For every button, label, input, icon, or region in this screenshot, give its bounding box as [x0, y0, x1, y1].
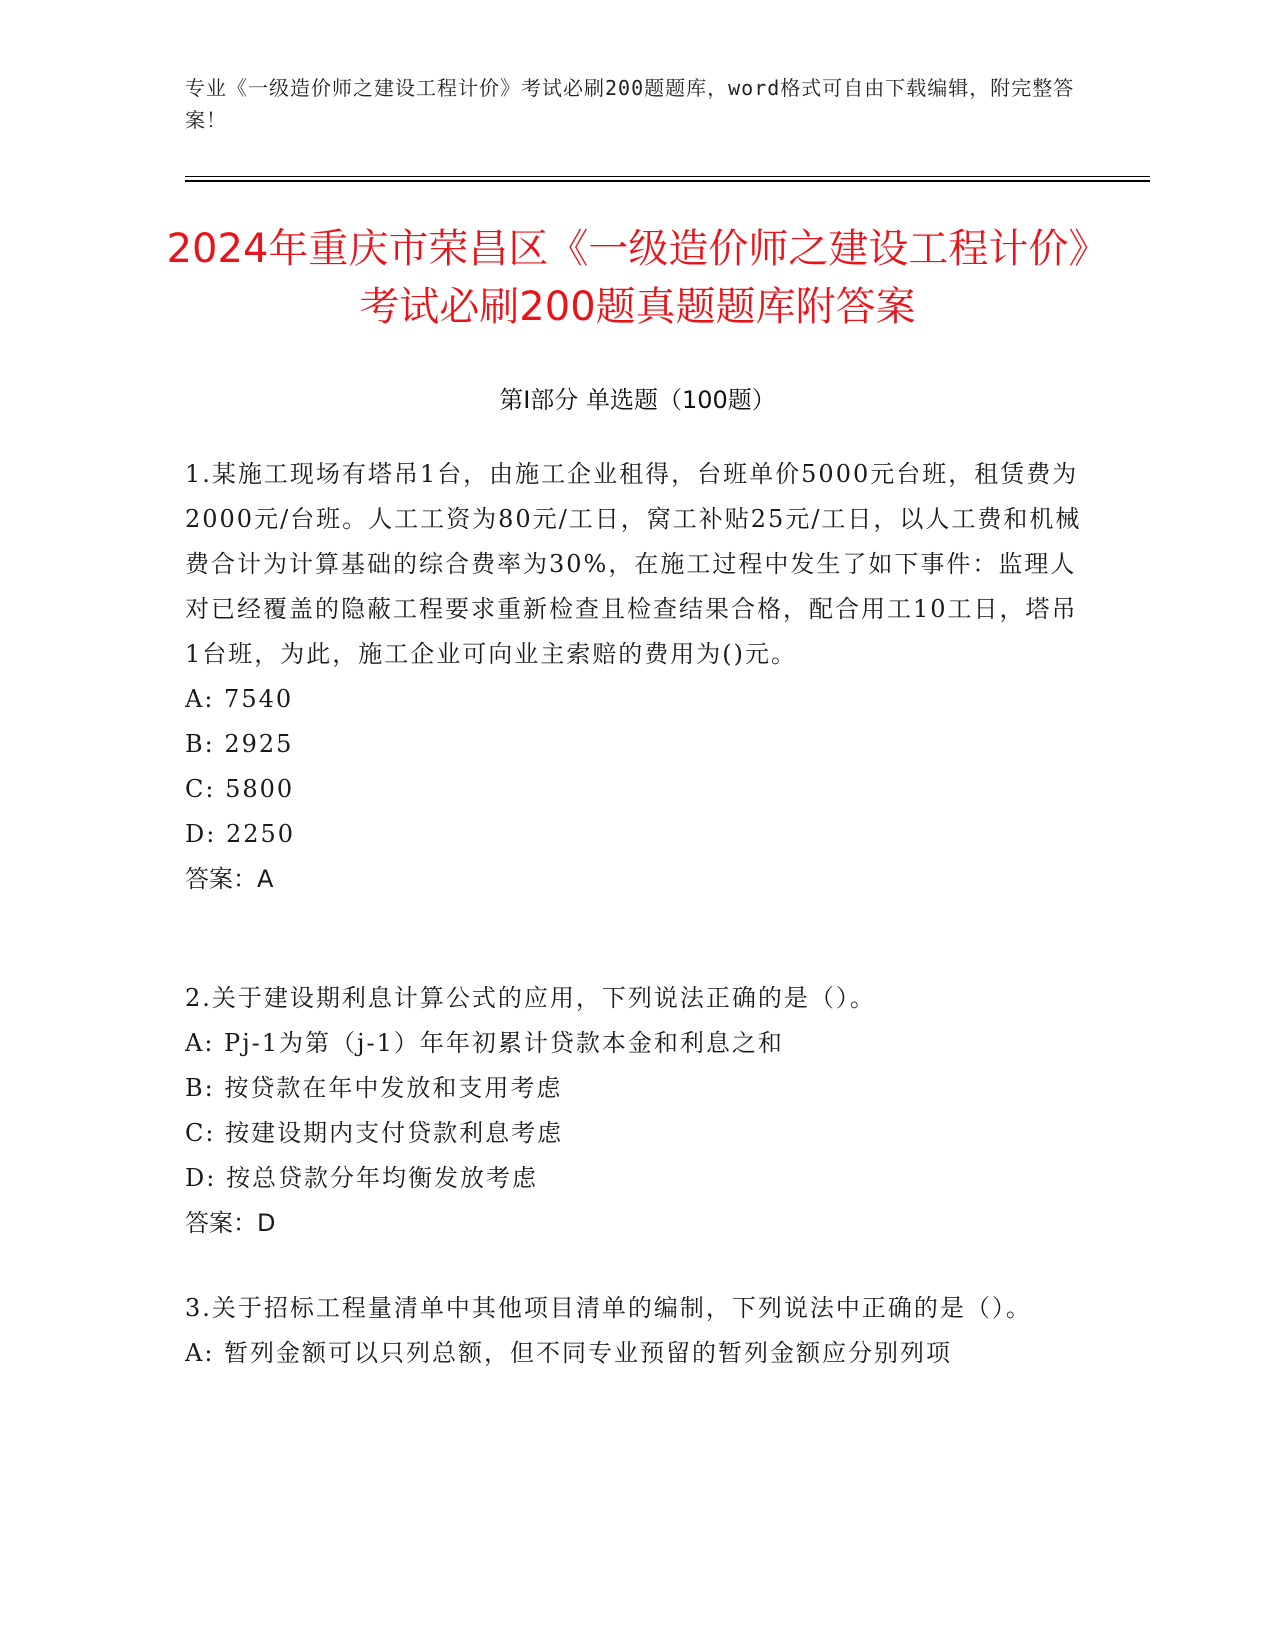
- question-1: [185, 452, 1085, 902]
- question-1-stem: 1.某施工现场有塔吊1台，由施工企业租得，台班单价5000元台班，租赁费为2000元/台班。人工工资为80元/工日，窝工补贴25元/工日，以人工费和机械费合计为计算基础的综合费率为30%，在施工过程中发生了如下事件：监理人对已经覆盖的隐蔽工程要求重新检查且检查结果合格，配合用工10工日，塔吊1台班，为此，施工企业可向业主索赔的费用为()元。: [185, 460, 1082, 668]
- question-1-option-b: B: 2925: [185, 730, 294, 758]
- question-1-option-c: C: 5800: [185, 775, 295, 803]
- question-2-option-c: C: 按建设期内支付贷款利息考虑: [185, 1119, 564, 1147]
- header-divider-thick: [185, 180, 1150, 182]
- section-heading: 第Ⅰ部分 单选题（100题）: [499, 386, 776, 414]
- question-1-option-a: A: 7540: [185, 685, 294, 713]
- question-2-option-d: D: 按总贷款分年均衡发放考虑: [185, 1164, 538, 1192]
- question-2-option-a: A: Pj-1为第（j-1）年年初累计贷款本金和利息之和: [185, 1029, 784, 1057]
- question-1-option-d: D: 2250: [185, 820, 296, 848]
- question-2-answer: 答案：D: [185, 1209, 276, 1237]
- header-divider-thin: [185, 176, 1150, 177]
- question-2-option-b: B: 按贷款在年中发放和支用考虑: [185, 1074, 563, 1102]
- question-1-answer: 答案：A: [185, 865, 274, 893]
- question-3-stem: 3.关于招标工程量清单中其他项目清单的编制，下列说法中正确的是（）。: [185, 1294, 1032, 1322]
- question-2-stem: 2.关于建设期利息计算公式的应用，下列说法正确的是（）。: [185, 984, 876, 1012]
- question-3: [185, 1286, 1085, 1376]
- document-title: 2024年重庆市荣昌区《一级造价师之建设工程计价》考试必刷200题真题题库附答案: [166, 226, 1109, 330]
- header-note: 专业《一级造价师之建设工程计价》考试必刷200题题库，word格式可自由下载编辑，附完整答案！: [185, 76, 1075, 132]
- question-3-option-a: A: 暂列金额可以只列总额，但不同专业预留的暂列金额应分别列项: [185, 1339, 953, 1367]
- question-2: [185, 976, 1085, 1246]
